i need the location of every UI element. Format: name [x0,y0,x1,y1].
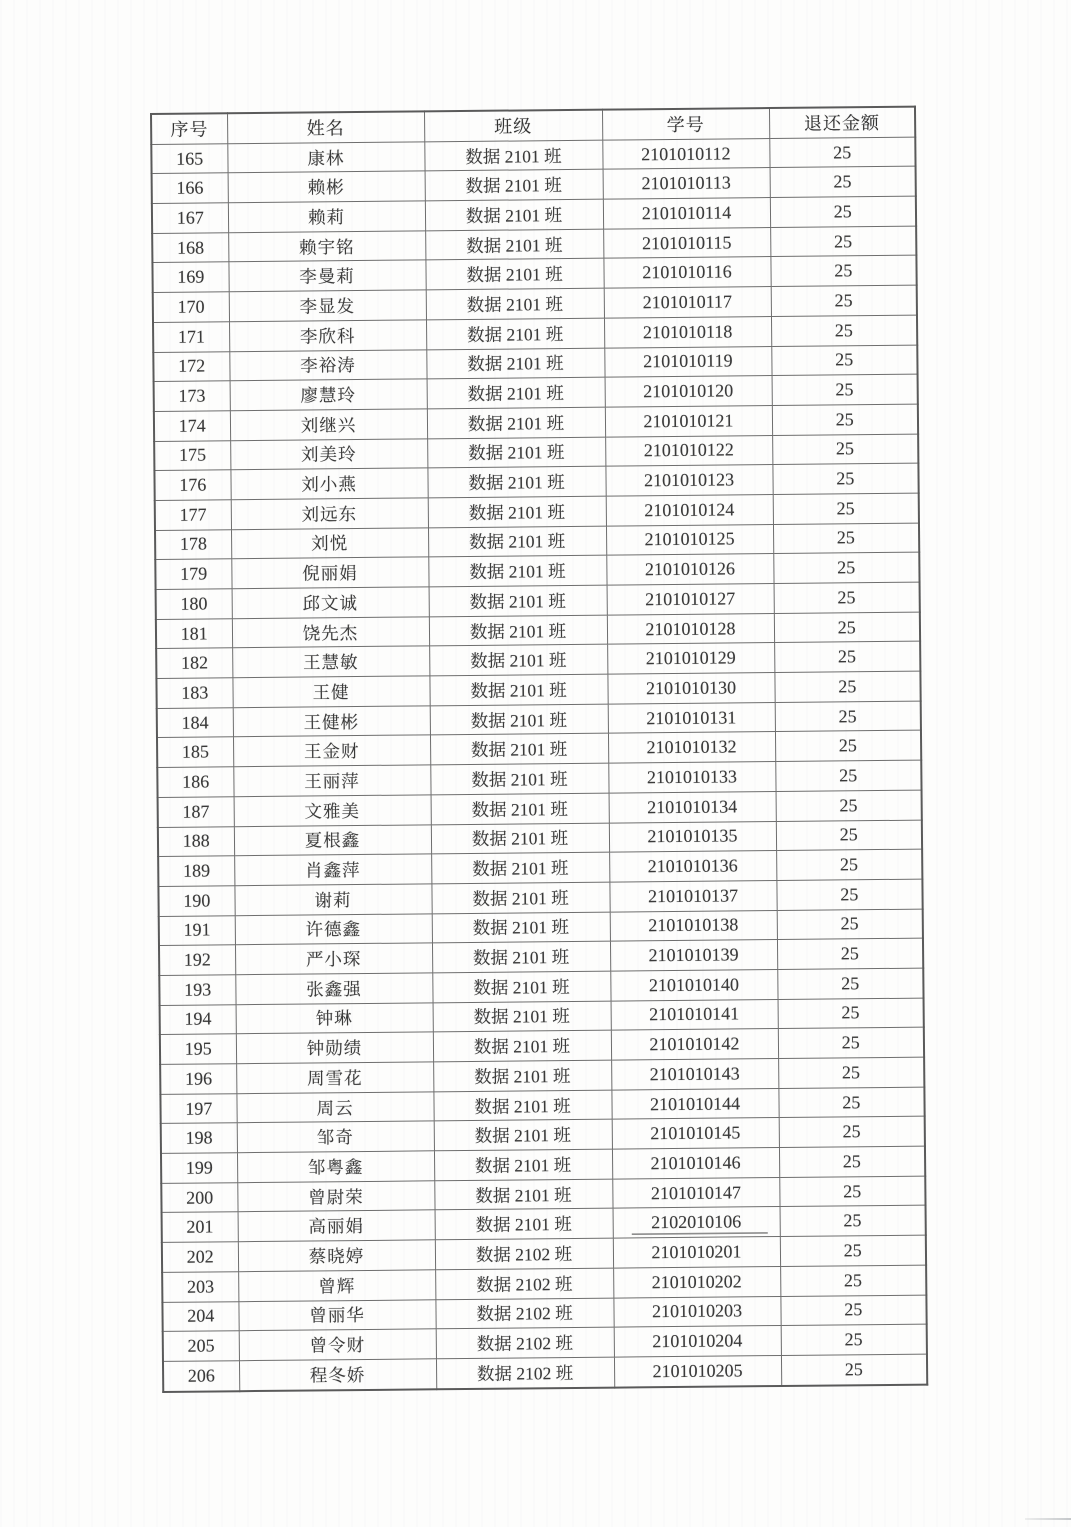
amount-cell: 25 [779,1116,925,1147]
student-id-cell: 2101010130 [607,673,774,704]
name-cell: 文雅美 [234,795,431,827]
column-header-name: 姓名 [227,111,424,143]
student-id-cell: 2101010141 [611,999,778,1030]
serial-cell: 200 [161,1182,237,1212]
refund-table-container [150,106,926,1393]
name-cell: 曾丽华 [238,1299,435,1331]
name-cell: 谢莉 [234,884,431,916]
class-cell: 数据 2102 班 [435,1298,613,1329]
serial-cell: 165 [151,143,227,173]
class-cell: 数据 2101 班 [428,555,606,586]
class-cell: 数据 2101 班 [431,882,609,913]
student-id-cell: 2101010118 [604,316,771,347]
class-cell: 数据 2101 班 [431,793,609,824]
class-cell: 数据 2101 班 [431,852,609,883]
name-cell: 王健彬 [233,706,430,738]
student-id-cell: 2101010139 [610,940,777,971]
student-id-cell: 2101010119 [604,346,771,377]
student-id-cell: 2101010144 [611,1088,778,1119]
student-id-cell: 2101010122 [605,435,772,466]
serial-cell: 179 [155,559,231,589]
column-header-amount: 退还金额 [769,107,915,139]
class-cell: 数据 2101 班 [429,585,607,616]
class-cell: 数据 2101 班 [428,496,606,527]
amount-cell: 25 [776,820,922,851]
amount-cell: 25 [781,1324,927,1355]
amount-cell: 25 [780,1235,926,1266]
student-id-cell: 2101010134 [609,791,776,822]
name-cell: 王金财 [233,735,430,767]
student-id-cell: 2101010140 [610,969,777,1000]
class-cell: 数据 2101 班 [424,140,602,171]
name-cell: 钟勋绩 [236,1032,433,1064]
name-cell: 蔡晓婷 [238,1240,435,1272]
name-cell: 夏根鑫 [234,824,431,856]
class-cell: 数据 2101 班 [429,674,607,705]
serial-cell: 171 [153,322,229,352]
name-cell: 严小琛 [235,943,432,975]
amount-cell: 25 [772,404,918,435]
serial-cell: 194 [160,1004,236,1034]
student-id-cell: 2101010120 [605,376,772,407]
serial-cell: 202 [162,1242,238,1272]
student-id-cell: 2101010115 [603,227,770,258]
name-cell: 张鑫强 [235,973,432,1005]
serial-cell: 192 [159,945,235,975]
serial-cell: 167 [152,203,228,233]
name-cell: 王慧敏 [232,646,429,678]
class-cell: 数据 2101 班 [425,170,603,201]
name-cell: 王丽萍 [233,765,430,797]
class-cell: 数据 2101 班 [431,823,609,854]
name-cell: 赖宇铭 [228,231,425,263]
amount-cell: 25 [773,493,919,524]
name-cell: 刘美玲 [230,438,427,470]
amount-cell: 25 [776,879,922,910]
student-id-cell: 2101010204 [614,1326,781,1357]
amount-cell: 25 [780,1265,926,1296]
student-id-cell: 2101010123 [605,465,772,496]
class-cell: 数据 2101 班 [435,1209,613,1240]
amount-cell: 25 [777,968,923,999]
student-id-cell: 2101010116 [603,257,770,288]
student-id-cell: 2101010135 [609,821,776,852]
serial-cell: 195 [160,1034,236,1064]
amount-cell: 25 [779,1146,925,1177]
serial-cell: 177 [155,500,231,530]
amount-cell: 25 [775,731,921,762]
name-cell: 钟琳 [236,1002,433,1034]
amount-cell: 25 [776,790,922,821]
student-id-cell: 2101010112 [602,138,769,169]
serial-cell: 196 [160,1064,236,1094]
student-id-cell: 2101010205 [614,1355,781,1387]
serial-cell: 168 [152,233,228,263]
amount-cell: 25 [774,582,920,613]
student-id-cell: 2101010127 [607,584,774,615]
amount-cell: 25 [780,1295,926,1326]
serial-cell: 203 [162,1272,238,1302]
amount-cell: 25 [770,226,916,257]
name-cell: 廖慧玲 [230,379,427,411]
serial-cell: 204 [162,1301,238,1331]
class-cell: 数据 2101 班 [430,734,608,765]
serial-cell: 174 [154,411,230,441]
refund-table [150,106,928,1393]
name-cell: 饶先杰 [232,617,429,649]
class-cell: 数据 2101 班 [434,1149,612,1180]
student-id-cell: 2101010131 [608,702,775,733]
student-id-cell: 2101010128 [607,613,774,644]
class-cell: 数据 2101 班 [426,348,604,379]
name-cell: 刘小燕 [230,468,427,500]
class-cell: 数据 2102 班 [436,1327,614,1358]
name-cell: 李显发 [229,290,426,322]
amount-cell: 25 [772,374,918,405]
student-id-cell: 2101010113 [603,168,770,199]
amount-cell: 25 [770,167,916,198]
serial-cell: 197 [160,1093,236,1123]
name-cell: 曾令财 [239,1329,436,1361]
amount-cell: 25 [775,760,921,791]
name-cell: 李裕涛 [229,349,426,381]
name-cell: 邹奇 [237,1121,434,1153]
amount-cell: 25 [780,1206,926,1237]
table-body [151,137,927,1392]
class-cell: 数据 2101 班 [434,1179,612,1210]
student-id-cell: 2101010124 [606,494,773,525]
amount-cell: 25 [778,998,924,1029]
name-cell: 李曼莉 [228,260,425,292]
student-id-cell: 2101010201 [613,1237,780,1268]
name-cell: 程冬娇 [239,1359,436,1391]
serial-cell: 193 [159,975,235,1005]
serial-cell: 180 [156,589,232,619]
class-cell: 数据 2101 班 [427,437,605,468]
serial-cell: 198 [161,1123,237,1153]
column-header-serial: 序号 [151,113,227,144]
amount-cell: 25 [773,523,919,554]
name-cell: 倪丽娟 [231,557,428,589]
serial-cell: 186 [157,767,233,797]
serial-cell: 182 [156,648,232,678]
amount-cell: 25 [777,909,923,940]
amount-cell: 25 [773,552,919,583]
serial-cell: 172 [153,351,229,381]
name-cell: 周雪花 [236,1062,433,1094]
name-cell: 康林 [227,142,424,174]
class-cell: 数据 2101 班 [427,377,605,408]
serial-cell: 199 [161,1153,237,1183]
serial-cell: 185 [157,737,233,767]
serial-cell: 176 [154,470,230,500]
serial-cell: 183 [156,678,232,708]
class-cell: 数据 2101 班 [432,912,610,943]
amount-cell: 25 [772,434,918,465]
class-cell: 数据 2101 班 [426,288,604,319]
serial-cell: 166 [152,173,228,203]
name-cell: 曾尉荣 [237,1181,434,1213]
name-cell: 邱文诚 [232,587,429,619]
scan-corner-artifact [1025,1518,1071,1520]
name-cell: 邹粤鑫 [237,1151,434,1183]
serial-cell: 173 [154,381,230,411]
serial-cell: 169 [152,262,228,292]
student-id-cell: 2101010125 [606,524,773,555]
amount-cell: 25 [778,1057,924,1088]
amount-cell: 25 [778,1027,924,1058]
serial-cell: 178 [155,529,231,559]
amount-cell: 25 [775,701,921,732]
amount-cell: 25 [781,1354,927,1386]
class-cell: 数据 2101 班 [433,1001,611,1032]
serial-cell: 184 [157,707,233,737]
name-cell: 高丽娟 [238,1210,435,1242]
class-cell: 数据 2101 班 [425,259,603,290]
table-row [163,1354,927,1392]
class-cell: 数据 2101 班 [432,971,610,1002]
class-cell: 数据 2101 班 [429,645,607,676]
amount-cell: 25 [771,345,917,376]
amount-cell: 25 [771,315,917,346]
name-cell: 肖鑫萍 [234,854,431,886]
student-id-cell: 2101010146 [612,1148,779,1179]
class-cell: 数据 2101 班 [426,318,604,349]
name-cell: 刘继兴 [230,409,427,441]
amount-cell: 25 [769,137,915,168]
name-cell: 李欣科 [229,320,426,352]
student-id-cell: 2102010106 [613,1207,780,1238]
amount-cell: 25 [770,196,916,227]
student-id-cell: 2101010202 [613,1266,780,1297]
amount-cell: 25 [770,256,916,287]
name-cell: 赖彬 [228,171,425,203]
column-header-student-id: 学号 [602,108,769,140]
name-cell: 曾辉 [238,1270,435,1302]
name-cell: 刘悦 [231,527,428,559]
student-id-cell: 2101010132 [608,732,775,763]
class-cell: 数据 2101 班 [433,1090,611,1121]
serial-cell: 188 [158,826,234,856]
student-id-cell: 2101010142 [611,1029,778,1060]
class-cell: 数据 2101 班 [428,526,606,557]
student-id-cell: 2101010145 [612,1118,779,1149]
student-id-cell: 2101010136 [609,851,776,882]
serial-cell: 175 [154,440,230,470]
amount-cell: 25 [777,938,923,969]
column-header-class: 班级 [424,110,602,142]
amount-cell: 25 [776,849,922,880]
serial-cell: 190 [158,886,234,916]
student-id-cell: 2101010147 [612,1177,779,1208]
serial-cell: 170 [153,292,229,322]
amount-cell: 25 [774,612,920,643]
class-cell: 数据 2101 班 [433,1060,611,1091]
serial-cell: 191 [159,915,235,945]
student-id-cell: 2101010114 [603,198,770,229]
serial-cell: 201 [162,1212,238,1242]
name-cell: 周云 [236,1092,433,1124]
name-cell: 王健 [232,676,429,708]
student-id-cell: 2101010143 [611,1059,778,1090]
student-id-cell: 2101010117 [604,287,771,318]
class-cell: 数据 2101 班 [430,763,608,794]
class-cell: 数据 2102 班 [436,1357,614,1389]
name-cell: 许德鑫 [235,913,432,945]
student-id-cell: 2101010138 [610,910,777,941]
student-id-cell: 2101010137 [609,880,776,911]
student-id-cell: 2101010121 [605,405,772,436]
serial-cell: 187 [158,797,234,827]
class-cell: 数据 2101 班 [427,466,605,497]
class-cell: 数据 2101 班 [433,1030,611,1061]
student-id-cell: 2101010129 [607,643,774,674]
class-cell: 数据 2101 班 [429,615,607,646]
serial-cell: 181 [156,618,232,648]
serial-cell: 189 [158,856,234,886]
serial-cell: 205 [163,1331,239,1361]
student-id-cell: 2101010126 [606,554,773,585]
student-id-cell: 2101010133 [608,762,775,793]
class-cell: 数据 2101 班 [434,1119,612,1150]
serial-cell: 206 [163,1361,239,1392]
amount-cell: 25 [774,642,920,673]
student-id-cell: 2101010203 [613,1296,780,1327]
name-cell: 刘远东 [231,498,428,530]
class-cell: 数据 2101 班 [425,199,603,230]
amount-cell: 25 [772,463,918,494]
amount-cell: 25 [771,285,917,316]
name-cell: 赖莉 [228,201,425,233]
amount-cell: 25 [774,671,920,702]
class-cell: 数据 2101 班 [425,229,603,260]
class-cell: 数据 2101 班 [432,941,610,972]
class-cell: 数据 2102 班 [435,1268,613,1299]
amount-cell: 25 [779,1176,925,1207]
amount-cell: 25 [778,1087,924,1118]
class-cell: 数据 2101 班 [427,407,605,438]
class-cell: 数据 2102 班 [435,1238,613,1269]
class-cell: 数据 2101 班 [430,704,608,735]
